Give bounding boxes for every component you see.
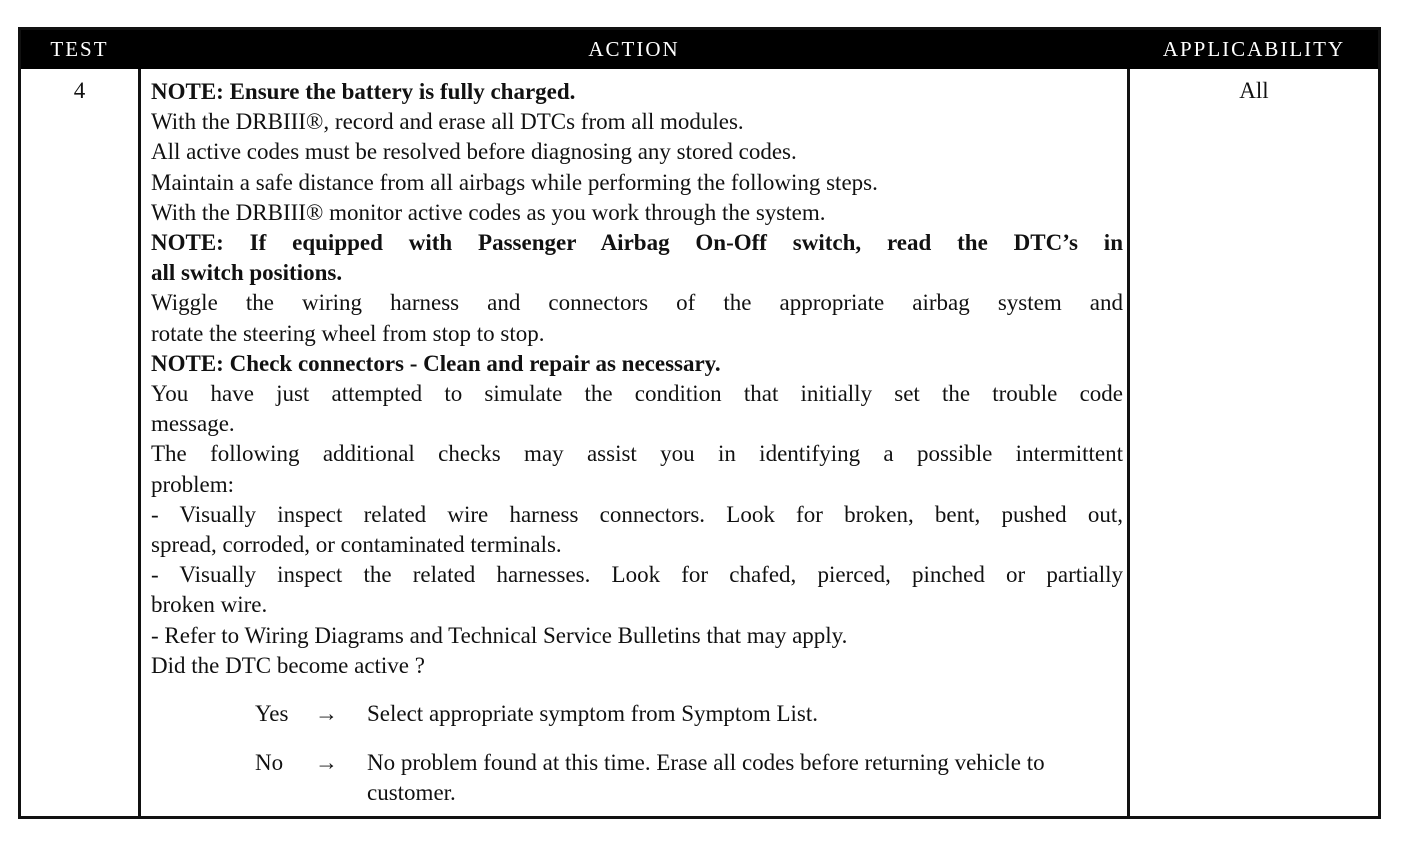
answer-no [151,748,1123,808]
action-line: The following additional checks may assist you in identifying a possible intermittent [151,441,1123,467]
action-line: spread, corroded, or contaminated terminals. [151,532,562,558]
action-line: - Visually inspect related wire harness connectors. Look for broken, bent, pushed out, [151,501,1123,527]
column-divider [1127,69,1130,816]
action-line: With the DRBIII® monitor active codes as you work through the system. [151,199,826,225]
answer-yes [151,699,1123,729]
applicability-value: All [1239,78,1269,103]
action-line: problem: [151,471,235,497]
question-line: Did the DTC become active ? [151,652,425,678]
note-passenger-airbag-cont: all switch positions. [151,260,343,286]
answer-key: No [255,750,284,776]
answer-key: Yes [255,701,289,727]
action-line: message. [151,411,235,437]
header-test: TEST [50,37,109,61]
note-check-connectors: NOTE: Check connectors - Clean and repair as necessary. [151,350,721,376]
answer-text: No problem found at this time. Erase all codes before returning vehicle to customer. [367,750,1045,806]
header-action: ACTION [588,37,680,61]
action-line: You have just attempted to simulate the condition that initially set the trouble code [151,381,1123,407]
test-table [18,27,1381,819]
note-passenger-airbag: NOTE: If equipped with Passenger Airbag On-Off switch, read the DTC’s in [151,230,1123,256]
table-header [21,30,1378,69]
action-line: Maintain a safe distance from all airbags while performing the following steps. [151,169,878,195]
action-line: rotate the steering wheel from stop to stop. [151,320,545,346]
action-line: - Visually inspect the related harnesses. Look for chafed, pierced, pinched or partially [151,562,1123,588]
action-line: With the DRBIII®, record and erase all DTCs from all modules. [151,109,744,135]
action-text [151,77,1123,828]
test-number: 4 [73,78,86,103]
answer-text: Select appropriate symptom from Symptom List. [367,701,818,727]
note-battery: NOTE: Ensure the battery is fully charged. [151,79,576,104]
action-line: All active codes must be resolved before diagnosing any stored codes. [151,139,797,165]
arrow-icon: → [315,701,338,727]
header-applicability: APPLICABILITY [1162,37,1346,61]
arrow-icon: → [315,750,338,776]
action-line: - Refer to Wiring Diagrams and Technical Service Bulletins that may apply. [151,622,848,648]
column-divider [138,69,141,816]
action-line: broken wire. [151,592,268,618]
action-line: Wiggle the wiring harness and connectors of the appropriate airbag system and [151,290,1123,316]
answer-list [151,699,1123,809]
